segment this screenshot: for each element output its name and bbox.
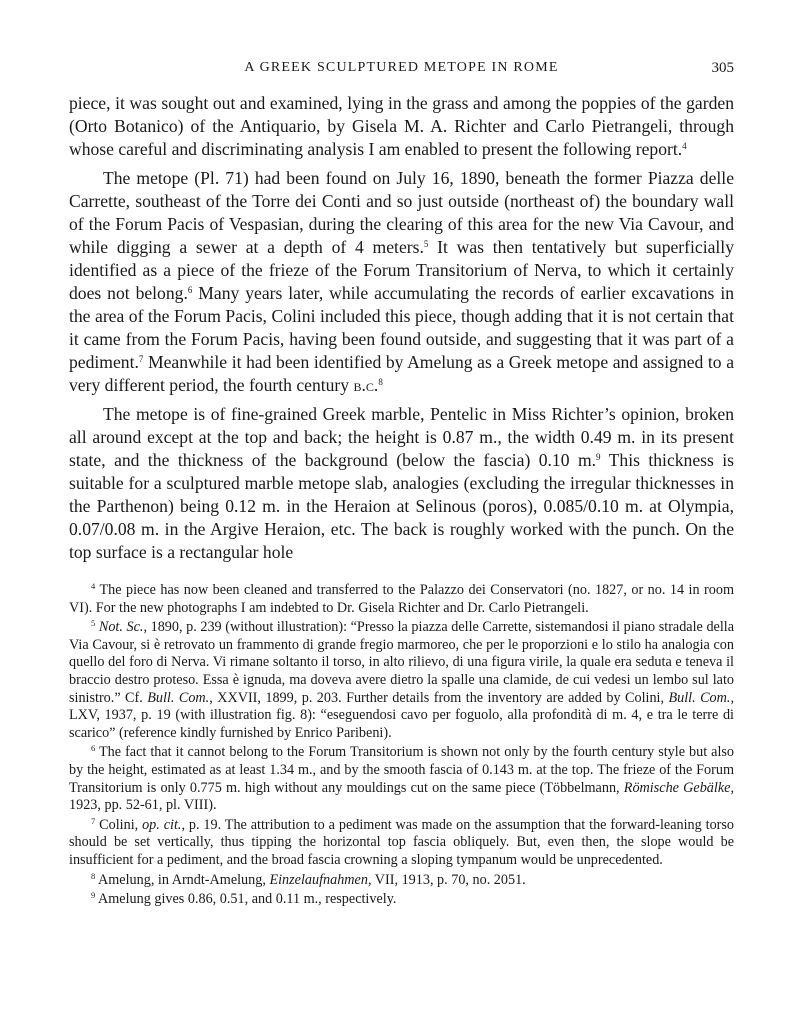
footnote-5: $^5$ Not. Sc., 1890, p. 239 (without illustration): “Presso la piazza delle Carrette, sistemandosi il piano stradale della Via Cavour, si è retrovato un frammento di grande fregio marmoreo, che per le proporzioni e lo stilo ha analogia con quello del foro di Nerva. Vi rimane soltanto il torso, in alto rilievo, di una figura virile, la quale era seduta e teneva il braccio destro proteso. Essa è ignuda, ma doveva avere dietro la spalle una clamide, de cui vedesi un lembo sul lato sinistro.” Cf. Bull. Com., XXVII, 1899, p. 203. Further details from the inventory are added by Colini, Bull. Com., LXV, 1937, p. 19 (with illustration fig. 8): “eseguendosi cavo per foguolo, alla profondità di m. 4, e tra le terre di scarico” (reference kindly furnished by Enrico Paribeni).	[69, 618, 735, 741]
body-text	[69, 92, 734, 564]
footnote-6: $^6$ The fact that it cannot belong to the Forum Transitorium is shown not only by the fourth century style but also by the height, estimated as at least 1.34 m., and by the smooth fascia of 0.143 m. at the top. The frieze of the Forum Transitorium is only 0.775 m. high without any mouldings cut on the same piece (Többelmann, Römische Gebälke, 1923, pp. 52-61, pl. VIII).	[69, 743, 735, 814]
page-number: 305	[711, 60, 734, 76]
paragraph-2: The metope (Pl. 71) had been found on July 16, 1890, beneath the former Piazza delle Carrette, southeast of the Torre dei Conti and so just outside (northeast of) the boundary wall of the Forum Pacis of Vespasian, during the clearing of this area for the new Via Cavour, and while digging a sewer at a depth of 4 meters.$^5$ It was then tentatively but superficially identified as a piece of the frieze of the Forum Transitorium of Nerva, to which it certainly does not belong.$^6$ Many years later, while accumulating the records of earlier excavations in the area of the Forum Pacis, Colini included this piece, though adding that it is not certain that it came from the Forum Pacis, having been found outside, and suggesting that it was part of a pediment.$^7$ Meanwhile it had been identified by Amelung as a Greek metope and assigned to a very different period, the fourth century b.c.$^8$	[69, 168, 735, 395]
footnote-4: $^4$ The piece has now been cleaned and transferred to the Palazzo dei Conservatori (no. 1827, or no. 14 in room VI). For the new photographs I am indebted to Dr. Gisela Richter and Dr. Carlo Pietrangeli.	[69, 581, 734, 616]
paragraph-1: piece, it was sought out and examined, lying in the grass and among the poppies of the garden (Orto Botanico) of the Antiquario, by Gisela M. A. Richter and Carlo Pietrangeli, through whose careful and discriminating analysis I am enabled to present the following report.$^4$	[69, 93, 734, 159]
footnote-ref-4[interactable]: 4	[682, 141, 687, 151]
footnote-ref-7[interactable]: 7	[138, 354, 144, 364]
running-title: A GREEK SCULPTURED METOPE IN ROME	[244, 60, 559, 75]
footnote-9: $^9$ Amelung gives 0.86, 0.51, and 0.11 m., respectively.	[91, 890, 397, 908]
footnote-8: $^8$ Amelung, in Arndt-Amelung, Einzelaufnahmen, VII, 1913, p. 70, no. 2051.	[91, 870, 526, 888]
footnotes	[69, 582, 734, 909]
footnote-ref-8[interactable]: 8	[378, 377, 383, 387]
footnote-ref-9[interactable]: 9	[596, 452, 601, 462]
footnote-ref-5[interactable]: 5	[423, 239, 429, 249]
running-header	[69, 58, 734, 80]
footnote-7: $^7$ Colini, op. cit., p. 19. The attribution to a pediment was made on the assumption that the forward-leaning torso should be set vertically, thus tipping the horizontal top fascia obliquely. But, even then, the slope would be insufficient for a pediment, and the broad fascia crowning a sloping tympanum would be unprecedented.	[69, 815, 735, 868]
paragraph-3: The metope is of fine-grained Greek marble, Pentelic in Miss Richter’s opinion, broken all around except at the top and back; the height is 0.87 m., the width 0.49 m. in its present state, and the thickness of the background (below the fascia) 0.10 m.$^9$ This thickness is suitable for a sculptured marble metope slab, analogies (excluding the irregular thicknesses in the Parthenon) being 0.12 m. in the Heraion at Selinous (poros), 0.085/0.10 m. at Olympia, 0.07/0.08 m. in the Argive Heraion, etc. The back is roughly worked with the punch. On the top surface is a rectangular hole	[69, 404, 735, 562]
footnote-ref-6[interactable]: 6	[187, 285, 193, 295]
page	[69, 58, 734, 911]
